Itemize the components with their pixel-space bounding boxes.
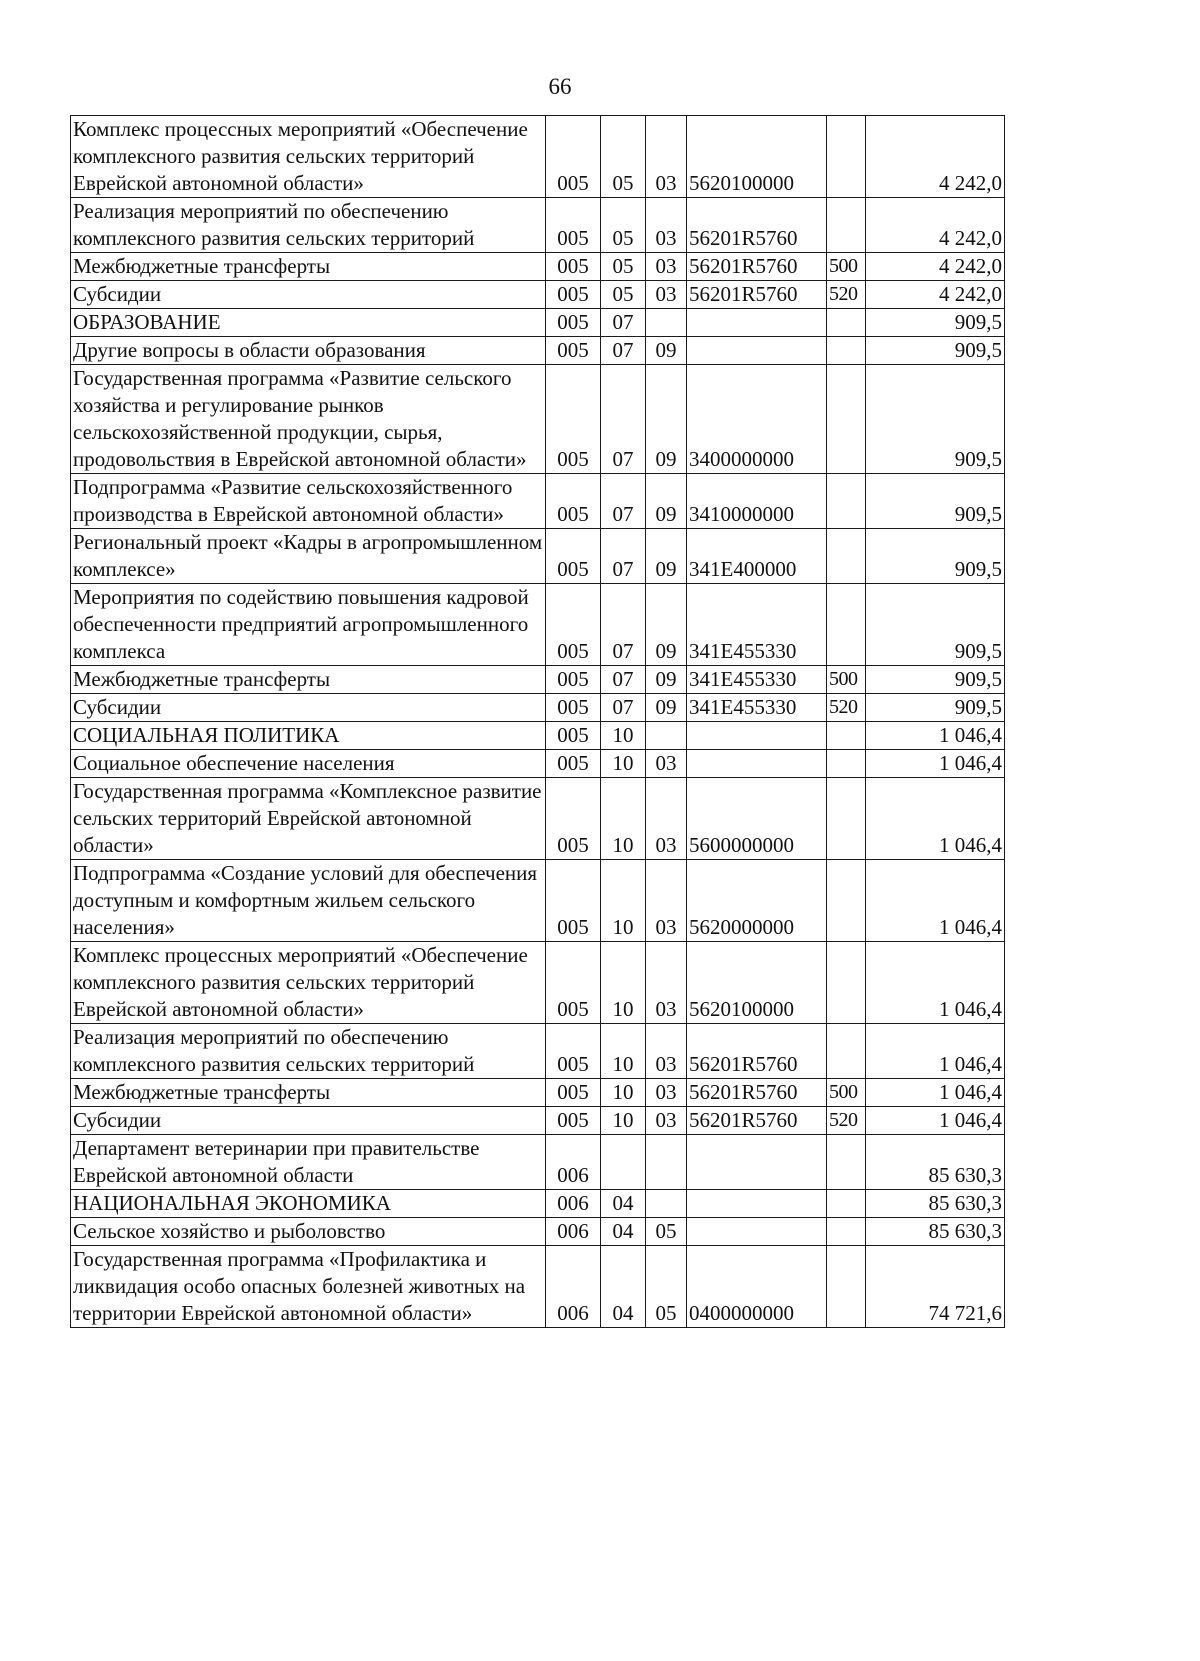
target-article-cell: 0400000000	[687, 1246, 827, 1328]
amount-cell: 1 046,4	[866, 750, 1005, 778]
target-article-cell: 3400000000	[687, 365, 827, 474]
target-article-cell: 341E455330	[687, 666, 827, 694]
row-name-cell: Комплекс процессных мероприятий «Обеспечение комплексного развития сельских территорий Еврейской автономной области»	[71, 942, 546, 1024]
ministry-code-cell: 005	[546, 694, 601, 722]
amount-cell: 1 046,4	[866, 1079, 1005, 1107]
ministry-code-cell: 005	[546, 474, 601, 529]
target-article-cell: 56201R5760	[687, 1079, 827, 1107]
ministry-code-cell: 005	[546, 750, 601, 778]
row-name-cell: Сельское хозяйство и рыболовство	[71, 1218, 546, 1246]
row-name-cell: Субсидии	[71, 1107, 546, 1135]
table-row	[71, 1107, 1005, 1135]
expense-type-cell	[827, 1246, 866, 1328]
target-article-cell	[687, 1135, 827, 1190]
target-article-cell	[687, 1190, 827, 1218]
row-name-cell: Подпрограмма «Развитие сельскохозяйственного производства в Еврейской автономной области»	[71, 474, 546, 529]
ministry-code-cell: 005	[546, 722, 601, 750]
amount-cell: 85 630,3	[866, 1218, 1005, 1246]
table-row	[71, 281, 1005, 309]
ministry-code-cell: 005	[546, 337, 601, 365]
subsection-code-cell: 09	[646, 474, 687, 529]
table-row	[71, 584, 1005, 666]
section-code-cell: 04	[601, 1246, 646, 1328]
target-article-cell: 341E455330	[687, 584, 827, 666]
subsection-code-cell: 09	[646, 337, 687, 365]
row-name-cell: Реализация мероприятий по обеспечению комплексного развития сельских территорий	[71, 198, 546, 253]
amount-cell: 1 046,4	[866, 1024, 1005, 1079]
ministry-code-cell: 005	[546, 198, 601, 253]
table-row	[71, 722, 1005, 750]
section-code-cell: 07	[601, 365, 646, 474]
ministry-code-cell: 005	[546, 778, 601, 860]
budget-table-body	[71, 116, 1005, 1328]
table-row	[71, 778, 1005, 860]
subsection-code-cell: 03	[646, 750, 687, 778]
ministry-code-cell: 006	[546, 1135, 601, 1190]
table-row	[71, 694, 1005, 722]
target-article-cell: 5600000000	[687, 778, 827, 860]
row-name-cell: Комплекс процессных мероприятий «Обеспечение комплексного развития сельских территорий Еврейской автономной области»	[71, 116, 546, 198]
section-code-cell: 10	[601, 1079, 646, 1107]
ministry-code-cell: 005	[546, 309, 601, 337]
section-code-cell: 07	[601, 474, 646, 529]
target-article-cell	[687, 309, 827, 337]
expense-type-cell	[827, 116, 866, 198]
table-row	[71, 1135, 1005, 1190]
subsection-code-cell	[646, 1190, 687, 1218]
table-row	[71, 529, 1005, 584]
subsection-code-cell: 03	[646, 1024, 687, 1079]
ministry-code-cell: 005	[546, 1024, 601, 1079]
expense-type-cell: 500	[827, 1079, 866, 1107]
expense-type-cell	[827, 778, 866, 860]
ministry-code-cell: 005	[546, 584, 601, 666]
amount-cell: 4 242,0	[866, 253, 1005, 281]
subsection-code-cell: 09	[646, 694, 687, 722]
target-article-cell: 56201R5760	[687, 1024, 827, 1079]
row-name-cell: Региональный проект «Кадры в агропромышленном комплексе»	[71, 529, 546, 584]
subsection-code-cell: 03	[646, 942, 687, 1024]
subsection-code-cell: 09	[646, 584, 687, 666]
row-name-cell: Государственная программа «Развитие сельского хозяйства и регулирование рынков сельскохозяйственной продукции, сырья, продовольствия в Еврейской автономной области»	[71, 365, 546, 474]
row-name-cell: Межбюджетные трансферты	[71, 1079, 546, 1107]
expense-type-cell: 520	[827, 281, 866, 309]
row-name-cell: Межбюджетные трансферты	[71, 253, 546, 281]
expense-type-cell	[827, 337, 866, 365]
subsection-code-cell: 03	[646, 1079, 687, 1107]
expense-type-cell: 520	[827, 1107, 866, 1135]
section-code-cell: 04	[601, 1218, 646, 1246]
expense-type-cell	[827, 722, 866, 750]
expense-type-cell	[827, 198, 866, 253]
subsection-code-cell: 09	[646, 529, 687, 584]
section-code-cell: 07	[601, 309, 646, 337]
table-row	[71, 337, 1005, 365]
target-article-cell	[687, 722, 827, 750]
amount-cell: 4 242,0	[866, 198, 1005, 253]
section-code-cell: 10	[601, 722, 646, 750]
row-name-cell: Реализация мероприятий по обеспечению комплексного развития сельских территорий	[71, 1024, 546, 1079]
amount-cell: 85 630,3	[866, 1190, 1005, 1218]
expense-type-cell	[827, 1135, 866, 1190]
amount-cell: 85 630,3	[866, 1135, 1005, 1190]
ministry-code-cell: 005	[546, 1079, 601, 1107]
expense-type-cell: 520	[827, 694, 866, 722]
amount-cell: 1 046,4	[866, 778, 1005, 860]
amount-cell: 909,5	[866, 694, 1005, 722]
expense-type-cell	[827, 365, 866, 474]
row-name-cell: НАЦИОНАЛЬНАЯ ЭКОНОМИКА	[71, 1190, 546, 1218]
amount-cell: 74 721,6	[866, 1246, 1005, 1328]
expense-type-cell	[827, 942, 866, 1024]
ministry-code-cell: 006	[546, 1246, 601, 1328]
amount-cell: 4 242,0	[866, 116, 1005, 198]
expense-type-cell	[827, 1218, 866, 1246]
ministry-code-cell: 005	[546, 942, 601, 1024]
subsection-code-cell: 03	[646, 253, 687, 281]
target-article-cell: 56201R5760	[687, 198, 827, 253]
ministry-code-cell: 005	[546, 281, 601, 309]
section-code-cell: 10	[601, 1107, 646, 1135]
subsection-code-cell: 03	[646, 198, 687, 253]
row-name-cell: Межбюджетные трансферты	[71, 666, 546, 694]
subsection-code-cell	[646, 1135, 687, 1190]
ministry-code-cell: 006	[546, 1218, 601, 1246]
expense-type-cell	[827, 1190, 866, 1218]
amount-cell: 909,5	[866, 529, 1005, 584]
target-article-cell: 5620100000	[687, 116, 827, 198]
section-code-cell: 10	[601, 860, 646, 942]
table-row	[71, 253, 1005, 281]
table-row	[71, 750, 1005, 778]
table-row	[71, 309, 1005, 337]
ministry-code-cell: 005	[546, 253, 601, 281]
section-code-cell	[601, 1135, 646, 1190]
subsection-code-cell: 03	[646, 1107, 687, 1135]
section-code-cell: 05	[601, 198, 646, 253]
table-row	[71, 1218, 1005, 1246]
row-name-cell: Мероприятия по содействию повышения кадровой обеспеченности предприятий агропромышленного комплекса	[71, 584, 546, 666]
section-code-cell: 04	[601, 1190, 646, 1218]
subsection-code-cell: 03	[646, 778, 687, 860]
section-code-cell: 07	[601, 694, 646, 722]
table-row	[71, 1079, 1005, 1107]
expense-type-cell	[827, 1024, 866, 1079]
amount-cell: 1 046,4	[866, 942, 1005, 1024]
target-article-cell: 3410000000	[687, 474, 827, 529]
section-code-cell: 07	[601, 584, 646, 666]
row-name-cell: Государственная программа «Профилактика и ликвидация особо опасных болезней животных на территории Еврейской автономной области»	[71, 1246, 546, 1328]
table-row	[71, 474, 1005, 529]
section-code-cell: 10	[601, 778, 646, 860]
target-article-cell	[687, 1218, 827, 1246]
expense-type-cell	[827, 584, 866, 666]
ministry-code-cell: 005	[546, 666, 601, 694]
target-article-cell: 5620000000	[687, 860, 827, 942]
table-row	[71, 116, 1005, 198]
amount-cell: 4 242,0	[866, 281, 1005, 309]
amount-cell: 909,5	[866, 666, 1005, 694]
page-number: 66	[548, 74, 572, 99]
expense-type-cell	[827, 474, 866, 529]
table-row	[71, 1024, 1005, 1079]
table-row	[71, 860, 1005, 942]
subsection-code-cell: 09	[646, 365, 687, 474]
target-article-cell: 56201R5760	[687, 1107, 827, 1135]
section-code-cell: 10	[601, 750, 646, 778]
subsection-code-cell: 03	[646, 281, 687, 309]
table-row	[71, 365, 1005, 474]
row-name-cell: Подпрограмма «Создание условий для обеспечения доступным и комфортным жильем сельского населения»	[71, 860, 546, 942]
table-row	[71, 942, 1005, 1024]
expense-type-cell	[827, 750, 866, 778]
expense-type-cell: 500	[827, 253, 866, 281]
amount-cell: 909,5	[866, 584, 1005, 666]
expense-type-cell: 500	[827, 666, 866, 694]
amount-cell: 1 046,4	[866, 1107, 1005, 1135]
subsection-code-cell: 03	[646, 116, 687, 198]
row-name-cell: Департамент ветеринарии при правительстве Еврейской автономной области	[71, 1135, 546, 1190]
target-article-cell: 56201R5760	[687, 281, 827, 309]
amount-cell: 909,5	[866, 309, 1005, 337]
amount-cell: 909,5	[866, 474, 1005, 529]
section-code-cell: 07	[601, 337, 646, 365]
row-name-cell: ОБРАЗОВАНИЕ	[71, 309, 546, 337]
target-article-cell: 341E455330	[687, 694, 827, 722]
ministry-code-cell: 005	[546, 116, 601, 198]
row-name-cell: СОЦИАЛЬНАЯ ПОЛИТИКА	[71, 722, 546, 750]
amount-cell: 1 046,4	[866, 722, 1005, 750]
section-code-cell: 05	[601, 116, 646, 198]
subsection-code-cell: 09	[646, 666, 687, 694]
ministry-code-cell: 005	[546, 1107, 601, 1135]
table-row	[71, 1190, 1005, 1218]
budget-table	[70, 115, 1005, 1328]
row-name-cell: Государственная программа «Комплексное развитие сельских территорий Еврейской автономной области»	[71, 778, 546, 860]
row-name-cell: Субсидии	[71, 281, 546, 309]
section-code-cell: 07	[601, 529, 646, 584]
section-code-cell: 07	[601, 666, 646, 694]
expense-type-cell	[827, 309, 866, 337]
table-row	[71, 1246, 1005, 1328]
section-code-cell: 10	[601, 942, 646, 1024]
target-article-cell	[687, 750, 827, 778]
section-code-cell: 05	[601, 253, 646, 281]
subsection-code-cell: 03	[646, 860, 687, 942]
amount-cell: 1 046,4	[866, 860, 1005, 942]
row-name-cell: Субсидии	[71, 694, 546, 722]
target-article-cell: 5620100000	[687, 942, 827, 1024]
ministry-code-cell: 006	[546, 1190, 601, 1218]
amount-cell: 909,5	[866, 365, 1005, 474]
amount-cell: 909,5	[866, 337, 1005, 365]
table-row	[71, 198, 1005, 253]
ministry-code-cell: 005	[546, 365, 601, 474]
subsection-code-cell	[646, 309, 687, 337]
expense-type-cell	[827, 529, 866, 584]
target-article-cell: 56201R5760	[687, 253, 827, 281]
ministry-code-cell: 005	[546, 860, 601, 942]
subsection-code-cell	[646, 722, 687, 750]
row-name-cell: Социальное обеспечение населения	[71, 750, 546, 778]
section-code-cell: 10	[601, 1024, 646, 1079]
subsection-code-cell: 05	[646, 1218, 687, 1246]
expense-type-cell	[827, 860, 866, 942]
target-article-cell: 341E400000	[687, 529, 827, 584]
ministry-code-cell: 005	[546, 529, 601, 584]
table-row	[71, 666, 1005, 694]
section-code-cell: 05	[601, 281, 646, 309]
row-name-cell: Другие вопросы в области образования	[71, 337, 546, 365]
subsection-code-cell: 05	[646, 1246, 687, 1328]
target-article-cell	[687, 337, 827, 365]
